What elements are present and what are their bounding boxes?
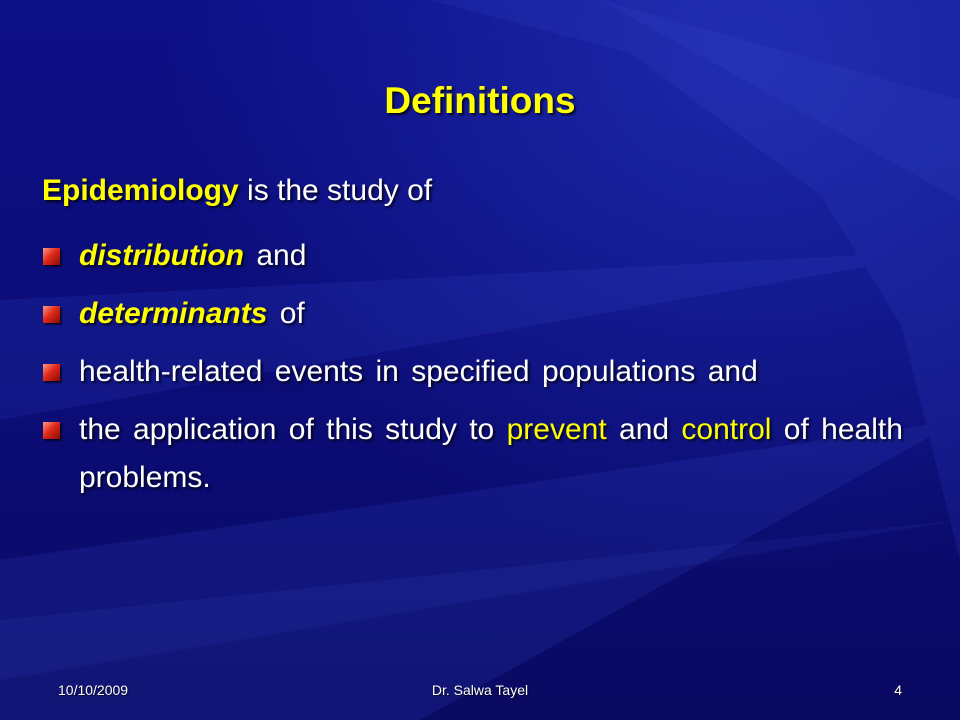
footer-date: 10/10/2009 <box>58 682 129 698</box>
lead-rest: is the study of <box>238 174 433 207</box>
bullet-square-icon <box>43 422 60 439</box>
bullet-item <box>42 232 922 280</box>
bullet-square-icon <box>43 248 60 265</box>
bullet-rest: of <box>267 297 305 330</box>
footer-author: Dr. Salwa Tayel <box>431 682 529 698</box>
slide-title: Definitions <box>384 80 576 121</box>
bullet-strong: distribution <box>79 239 244 272</box>
bullet-text: health-related events in specified populations and <box>79 355 758 388</box>
lead-term: Epidemiology <box>42 174 239 207</box>
footer-page-number: 4 <box>894 682 902 698</box>
bullet-part: of health problems. <box>79 413 903 494</box>
definition-lead <box>42 174 432 208</box>
bullet-item <box>42 348 922 396</box>
highlight-prevent: prevent <box>506 413 607 446</box>
bullet-part: the application of this study to <box>79 413 507 446</box>
bullet-item <box>42 290 922 338</box>
bullet-list <box>42 232 922 512</box>
highlight-control: control <box>681 413 772 446</box>
bullet-square-icon <box>43 364 60 381</box>
bullet-item <box>42 406 922 502</box>
bullet-strong: determinants <box>79 297 268 330</box>
bullet-part: and <box>606 413 682 446</box>
bullet-square-icon <box>43 306 60 323</box>
bullet-rest: and <box>243 239 307 272</box>
